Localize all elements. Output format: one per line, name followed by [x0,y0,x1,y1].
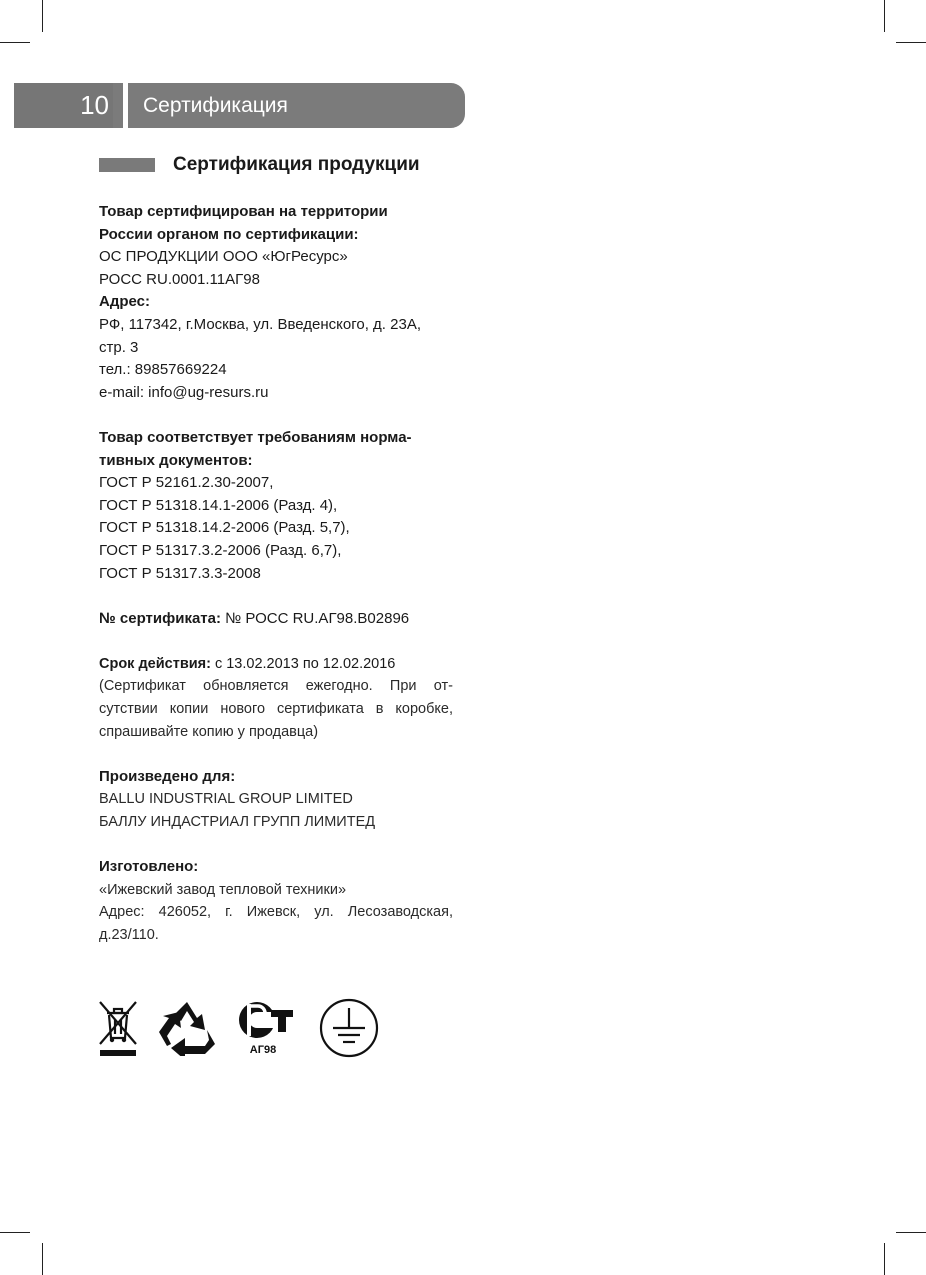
heading-marker [99,158,155,172]
standards-label: тивных документов: [99,451,253,469]
standard-item: ГОСТ Р 51317.3.3-2008 [99,564,261,582]
crop-mark [884,1243,885,1275]
produced-for-line: BALLU INDUSTRIAL GROUP LIMITED [99,791,353,808]
certificate-number [99,608,453,631]
page-number: 10 [14,83,113,128]
crop-mark [0,42,30,43]
validity-note: (Сертификат обновляется ежегодно. При отсутствии копии нового сертификата в коробке, спрашивайте копию у продавца) [99,678,453,740]
certification-body-code: РОСС RU.0001.11АГ98 [99,270,260,288]
header-separator [123,83,128,128]
weee-crossed-bin-icon [97,1000,139,1058]
certification-body: ОС ПРОДУКЦИИ ООО «ЮгРесурс» [99,248,348,266]
certificate-label: № сертификата: [99,609,221,627]
manufacturer-address: Адрес: 426052, г. Ижевск, ул. Лесозаводская, д.23/110. [99,904,453,943]
address-line: стр. 3 [99,338,139,356]
territory-label: Товар сертифицирован на территории [99,203,388,220]
address-label: Адрес: [99,293,150,311]
section-title: Сертификация [143,94,288,117]
validity [99,653,453,676]
address-line: РФ, 117342, г.Москва, ул. Введенского, д. 23А, [99,315,421,333]
produced-for-line: БАЛЛУ ИНДАСТРИАЛ ГРУПП ЛИМИТЕД [99,814,376,831]
standard-item: ГОСТ Р 51318.14.2-2006 (Разд. 5,7), [99,519,350,537]
recycle-icon [157,1000,217,1056]
manufactured-label: Изготовлено: [99,858,199,876]
manufacturer-name: «Ижевский завод тепловой техники» [99,881,347,898]
standard-item: ГОСТ Р 52161.2.30-2007, [99,474,274,492]
crop-mark [896,42,926,43]
crop-mark [42,1243,43,1275]
produced-for-label: Произведено для: [99,767,236,785]
certification-content [99,201,453,947]
validity-value: с 13.02.2013 по 12.02.2016 [210,655,396,672]
section-heading [99,152,499,178]
email: e-mail: info@ug-resurs.ru [99,383,269,401]
crop-mark [42,0,43,32]
certification-logos [97,998,387,1062]
validity-label: Срок действия: [99,655,211,672]
crop-mark [884,0,885,32]
crop-mark [896,1232,926,1233]
certificate-value: № РОСС RU.АГ98.В02896 [221,609,410,627]
territory-label: России органом по сертификации: [99,225,359,243]
standards-label: Товар соответствует требованиям норма- [99,428,412,446]
page-title: Сертификация продукции [173,154,420,175]
ground-symbol-icon [319,998,379,1058]
rst-code: АГ98 [249,1044,277,1056]
rst-certification-icon [237,998,297,1056]
standard-item: ГОСТ Р 51318.14.1-2006 (Разд. 4), [99,496,338,514]
page-header [14,83,465,128]
standard-item: ГОСТ Р 51317.3.2-2006 (Разд. 6,7), [99,541,342,559]
crop-mark [0,1232,30,1233]
phone: тел.: 89857669224 [99,361,227,379]
